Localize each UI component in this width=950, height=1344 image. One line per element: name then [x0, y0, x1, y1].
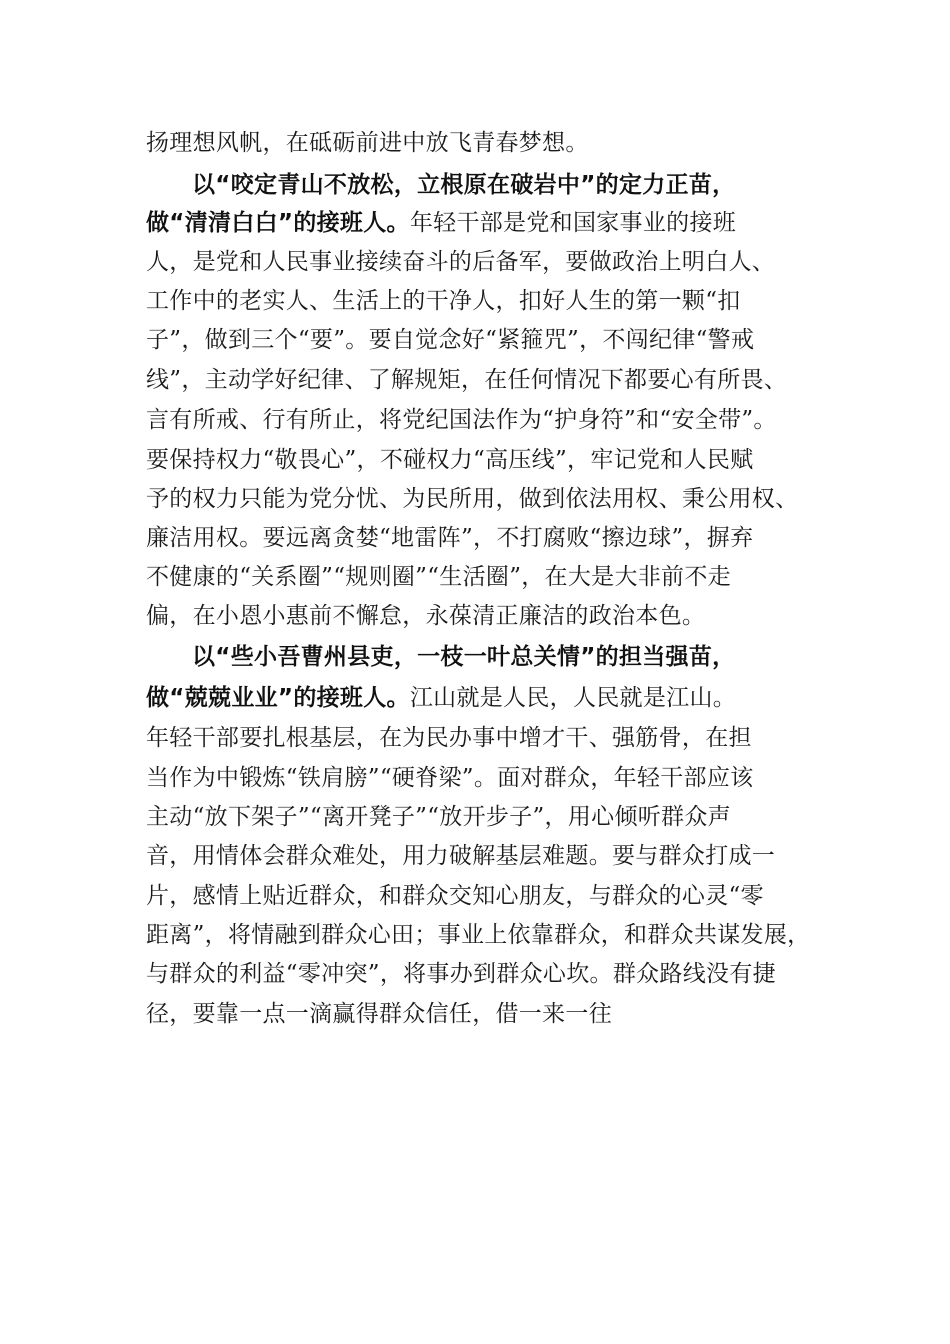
body-text-line: 偏，在小恩小惠前不懈怠，永葆清正廉洁的政治本色。 — [146, 603, 706, 629]
body-text-line: 当作为中锻炼“铁肩膀”“硬脊梁”。面对群众，年轻干部应该 — [146, 765, 754, 791]
body-text-line: 年轻干部要扎根基层，在为民办事中增才干、强筋骨，在担 — [146, 725, 752, 751]
body-text-line: 人，是党和人民事业接续奋斗的后备军，要做政治上明白人、 — [146, 249, 776, 275]
body-text-line: 片，感情上贴近群众，和群众交知心朋友，与群众的心灵“零 — [146, 883, 764, 909]
section-heading-continuation — [146, 678, 736, 718]
section-heading: 以“些小吾曹州县吏，一枝一叶总关情”的担当强苗， — [192, 644, 736, 670]
body-text-line: 工作中的老实人、生活上的干净人，扣好人生的第一颗“扣 — [146, 288, 741, 314]
body-text-line: 子”，做到三个“要”。要自觉念好“紧箍咒”，不闯纪律“警戒 — [146, 327, 755, 353]
body-text-line: 线”，主动学好纪律、了解规矩，在任何情况下都要心有所畏、 — [146, 367, 788, 393]
body-text-inline: 江山就是人民，人民就是江山。 — [409, 685, 737, 711]
body-text-line: 与群众的利益“零冲突”，将事办到群众心坎。群众路线没有捷 — [146, 961, 776, 987]
body-text-line: 主动“放下架子”“离开凳子”“放开步子”，用心倾听群众声 — [146, 804, 731, 830]
body-text-line: 距离”，将情融到群众心田；事业上依靠群众，和群众共谋发展， — [146, 922, 811, 948]
section-heading: 以“咬定青山不放松，立根原在破岩中”的定力正苗， — [192, 172, 736, 198]
body-text-line: 径，要靠一点一滴赢得群众信任，借一来一往 — [146, 1001, 612, 1027]
body-text-line: 廉洁用权。要远离贪婪“地雷阵”，不打腐败“擦边球”，摒弃 — [146, 525, 754, 551]
section-heading-tail: 做“兢兢业业”的接班人。 — [146, 685, 410, 711]
body-text-inline: 年轻干部是党和国家事业的接班 — [409, 210, 737, 236]
body-text-line: 音，用情体会群众难处，用力破解基层难题。要与群众打成一 — [146, 843, 776, 869]
body-text-line: 予的权力只能为党分忧、为民所用，做到依法用权、秉公用权、 — [146, 486, 799, 512]
body-text-line: 言有所戒、行有所止，将党纪国法作为“护身符”和“安全带”。 — [146, 407, 777, 433]
section-heading-continuation — [146, 203, 736, 243]
body-text-line: 扬理想风帆，在砥砺前进中放飞青春梦想。 — [146, 130, 589, 156]
body-text-line: 要保持权力“敬畏心”，不碰权力“高压线”，牢记党和人民赋 — [146, 447, 754, 473]
section-heading-tail: 做“清清白白”的接班人。 — [146, 210, 410, 236]
body-text-line: 不健康的“关系圈”“规则圈”“生活圈”，在大是大非前不走 — [146, 564, 731, 590]
